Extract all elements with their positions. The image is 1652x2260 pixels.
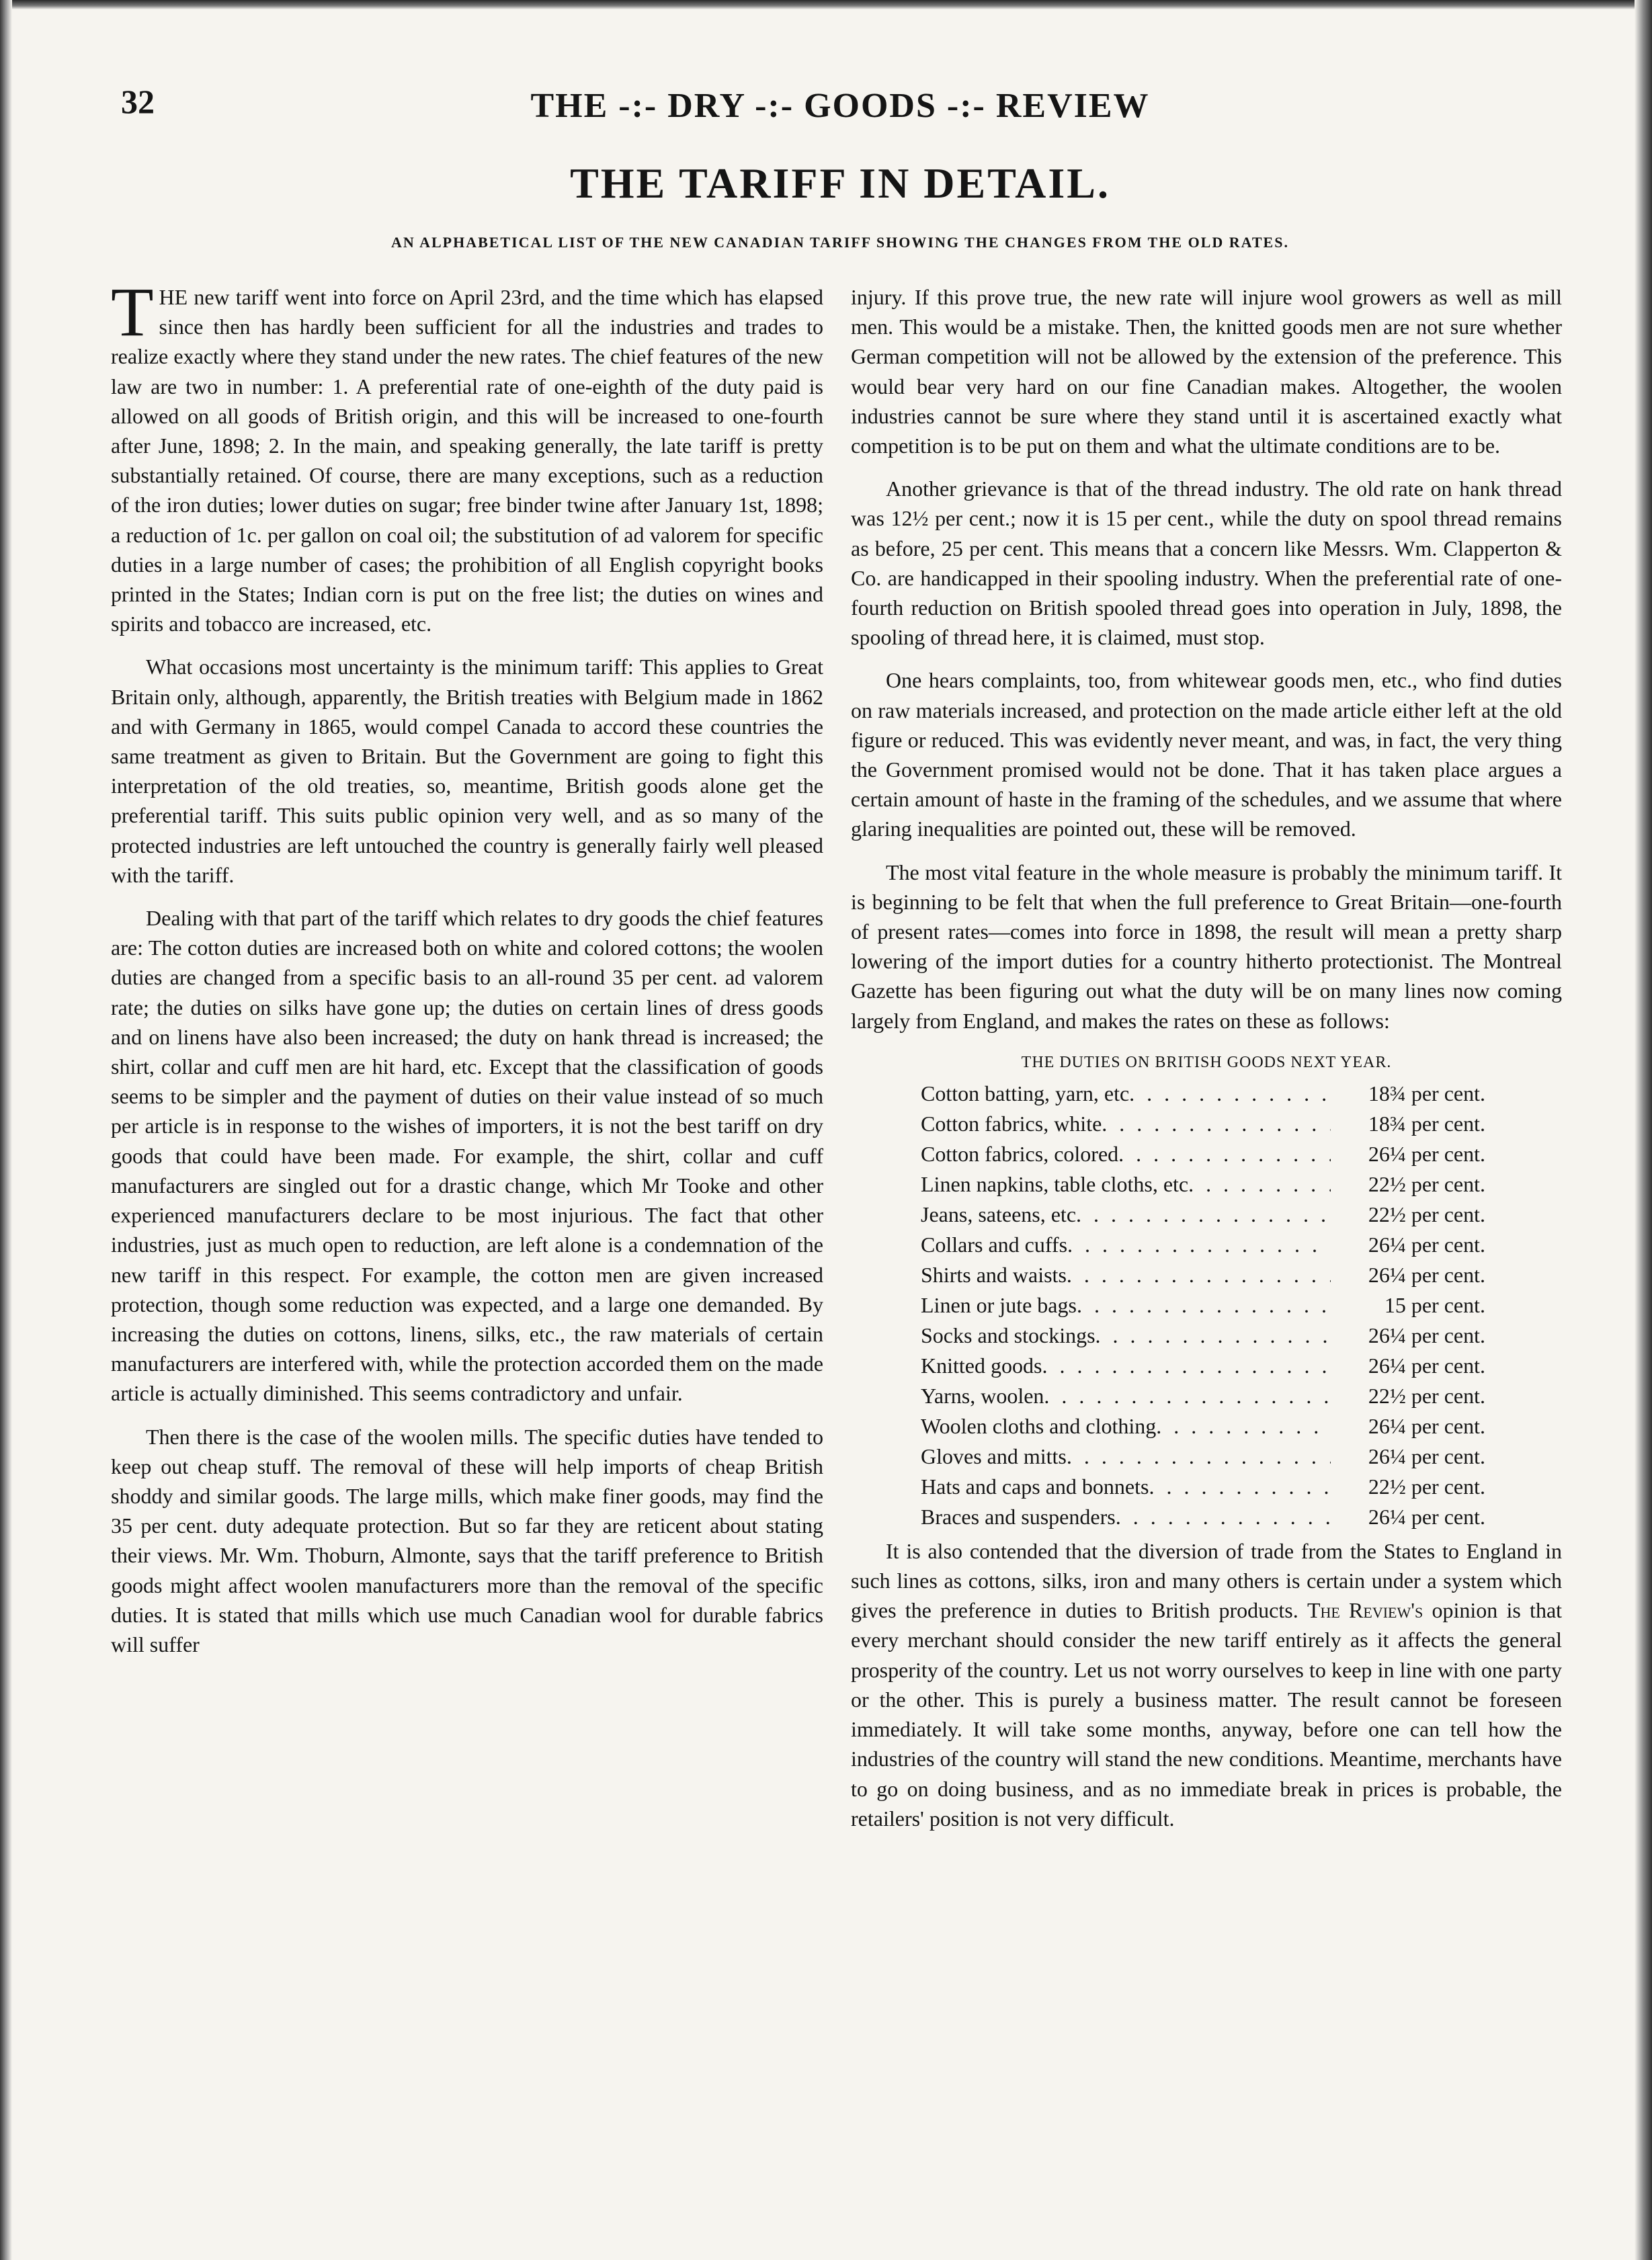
duty-item: Hats and caps and bonnets bbox=[921, 1474, 1149, 1499]
duty-rate: 26¼ per cent. bbox=[1368, 1413, 1485, 1438]
duty-item: Jeans, sateens, etc bbox=[921, 1202, 1077, 1226]
duty-row bbox=[921, 1230, 1485, 1260]
duty-item: Linen napkins, table cloths, etc bbox=[921, 1171, 1189, 1196]
paragraph: Then there is the case of the woolen mills. The specific duties have tended to keep out cheap stuff. The removal of these will help imports of cheap British shoddy and similar goods. The large mills, which make finer goods, may find the 35 per cent. duty adequate protection. But so far they are reticent about stating their views. Mr. Wm. Thoburn, Almonte, says that the tariff preference to British goods might affect woolen manufacturers more than the removal of the specific duties. It is stated that mills which use much Canadian wool for durable fabrics will suffer bbox=[111, 1424, 823, 1657]
paragraph: What occasions most uncertainty is the minimum tariff: This applies to Great Britain only, although, apparently, the British treaties with Belgium made in 1862 and with Germany in 1865, would compel Canada to accord these countries the same treatment as given to Britain. But the Government are going to fight this interpretation of the old treaties, so, meantime, British goods alone get the preferential tariff. This suits public opinion very well, and as so many of the protected industries are left untouched the country is generally fairly well pleased with the tariff. bbox=[111, 655, 823, 887]
paragraph: injury. If this prove true, the new rate will injure wool growers as well as mill men. This would be a mistake. Then, the knitted goods men are not sure whether German competition will not be allowed by the extension of the preference. This would bear very hard on our fine Canadian makes. Altogether, the woolen industries cannot be sure where they stand until it is ascertained exactly what competition is to be put on them and what the ultimate conditions are to be. bbox=[851, 285, 1562, 458]
page-number: 32 bbox=[121, 83, 155, 120]
duty-rate: 26¼ per cent. bbox=[1368, 1141, 1485, 1166]
dot-leader bbox=[1156, 1411, 1331, 1441]
duty-row bbox=[921, 1079, 1485, 1109]
dot-leader bbox=[1096, 1321, 1331, 1350]
duty-item: Cotton fabrics, white bbox=[921, 1111, 1102, 1136]
paragraph: Dealing with that part of the tariff which relates to dry goods the chief features are: The cotton duties are increased both on white and colored cottons; the woolen duties are changed from a specific basis to an all-round 35 per cent. ad valorem rate; the duties on silks have gone up; the duties on certain lines of dress goods and on linens have also been increased; the duty on hank thread is increased; the shirt, collar and cuff men are hit hard, etc. Except that the classification of goods seems to be simpler and the payment of duties on their value instead of so much per article is in response to the wishes of importers, it is not the best tariff on dry goods that could have been made. For example, the shirt, collar and cuff manufacturers are singled out for a drastic change, which Mr Tooke and other experienced manufacturers declare to be most injurious. The fact that other industries, just as much open to reduction, are left alone is a condemnation of the new tariff in this respect. For example, the cotton men are given increased protection, though some reduction was expected, and a large one demanded. By increasing the duties on cottons, linens, silks, etc., the raw materials of certain manufacturers are interfered with, while the protection accorded them on the made article is actually diminished. This seems contradictory and unfair. bbox=[111, 906, 823, 1406]
dot-leader bbox=[1118, 1139, 1331, 1169]
duty-item: Cotton fabrics, colored bbox=[921, 1141, 1119, 1166]
duty-rate: 22½ per cent. bbox=[1368, 1171, 1485, 1196]
duty-rate: 26¼ per cent. bbox=[1368, 1443, 1485, 1468]
dot-leader bbox=[1102, 1109, 1331, 1138]
duty-row bbox=[921, 1169, 1485, 1200]
paragraph: Another grievance is that of the thread industry. The old rate on hank thread was 12½ per cent.; now it is 15 per cent., while the duty on spool thread remains as before, 25 per cent. This means that a concern like Messrs. Wm. Clapperton & Co. are handicapped in their spooling industry. When the preferential rate of one-fourth reduction on British spooled thread goes into operation in July, 1898, the spooling of thread here, it is claimed, must stop. bbox=[851, 476, 1562, 650]
duty-row bbox=[921, 1502, 1485, 1532]
dot-leader bbox=[1067, 1230, 1331, 1259]
article-title: THE TARIFF IN DETAIL. bbox=[570, 159, 1110, 207]
duty-row bbox=[921, 1411, 1485, 1441]
article-subtitle: AN ALPHABETICAL LIST OF THE NEW CANADIAN TARIFF SHOWING THE CHANGES FROM THE OLD RATES. bbox=[391, 234, 1289, 251]
duty-rate: 22½ per cent. bbox=[1368, 1383, 1485, 1408]
duty-rate: 22½ per cent. bbox=[1368, 1474, 1485, 1499]
duty-rate: 15 per cent. bbox=[1384, 1292, 1485, 1317]
duty-rate: 26¼ per cent. bbox=[1368, 1262, 1485, 1287]
dot-leader bbox=[1129, 1079, 1331, 1108]
review-name: The Review's bbox=[1307, 1598, 1423, 1623]
left-column bbox=[111, 274, 823, 1673]
duty-row bbox=[921, 1109, 1485, 1139]
duty-row bbox=[921, 1381, 1485, 1411]
scan-edge-left bbox=[0, 0, 12, 2260]
masthead: THE -:- DRY -:- GOODS -:- REVIEW bbox=[530, 87, 1150, 125]
duty-row bbox=[921, 1290, 1485, 1321]
scan-edge-right bbox=[1635, 0, 1652, 2260]
dot-leader bbox=[1067, 1260, 1331, 1290]
duty-row bbox=[921, 1200, 1485, 1230]
duty-row bbox=[921, 1472, 1485, 1502]
duties-table bbox=[851, 1049, 1562, 1532]
duty-row bbox=[921, 1441, 1485, 1472]
dot-leader bbox=[1076, 1200, 1331, 1229]
dot-leader bbox=[1067, 1441, 1331, 1471]
duties-heading: THE DUTIES ON BRITISH GOODS NEXT YEAR. bbox=[1021, 1053, 1392, 1071]
duty-item: Gloves and mitts bbox=[921, 1443, 1067, 1468]
paragraph: THE new tariff went into force on April 23rd, and the time which has elapsed since then has hardly been sufficient for all the industries and trades to realize exactly where they stand under the new rates. The chief features of the new law are two in number: 1. A preferential rate of one-eighth of the duty paid is allowed on all goods of British origin, and this will be increased to one-fourth after June, 1898; 2. In the main, and speaking generally, the late tariff is pretty substantially retained. Of course, there are many exceptions, such as a reduction of the iron duties; lower duties on sugar; free binder twine after January 1st, 1898; a reduction of 1c. per gallon on coal oil; the substitution of ad valorem for specific duties in a large number of cases; the prohibition of all English copyright books printed in the States; Indian corn is put on the free list; the duties on wines and spirits and tobacco are increased, etc. bbox=[111, 274, 823, 636]
dot-leader bbox=[1077, 1290, 1331, 1320]
dot-leader bbox=[1044, 1381, 1331, 1411]
duty-item: Shirts and waists bbox=[921, 1262, 1067, 1287]
dot-leader bbox=[1149, 1472, 1331, 1501]
duty-item: Socks and stockings bbox=[921, 1323, 1096, 1347]
duty-item: Woolen cloths and clothing bbox=[921, 1413, 1157, 1438]
dot-leader bbox=[1042, 1351, 1331, 1380]
duty-rate: 18¾ per cent. bbox=[1368, 1111, 1485, 1136]
dot-leader bbox=[1188, 1169, 1331, 1199]
duty-rate: 18¾ per cent. bbox=[1368, 1081, 1485, 1105]
right-column bbox=[851, 282, 1562, 1847]
duty-rate: 26¼ per cent. bbox=[1368, 1323, 1485, 1347]
duty-item: Yarns, woolen bbox=[921, 1383, 1044, 1408]
duty-row bbox=[921, 1139, 1485, 1169]
duty-item: Knitted goods bbox=[921, 1353, 1042, 1378]
paragraph: One hears complaints, too, from whitewear goods men, etc., who find duties on raw materials increased, and protection on the made article either left at the old figure or reduced. This was evidently never meant, and was, in fact, the very thing the Government promised would not be done. That it has taken place argues a certain amount of haste in the framing of the schedules, and we assume that where glaring inequalities are pointed out, these will be removed. bbox=[851, 668, 1562, 841]
duty-row bbox=[921, 1321, 1485, 1351]
duty-rate: 26¼ per cent. bbox=[1368, 1353, 1485, 1378]
paragraph: It is also contended that the diversion of trade from the States to England in such lines as cottons, silks, iron and many others is certain under a system which gives the preference in duties to British products. The Review's opinion is that every merchant should consider the new tariff entirely as it affects the general prosperity of the country. Let us not worry ourselves to keep in line with one party or the other. This is purely a business matter. The result cannot be foreseen immediately. It will take some months, anyway, before one can tell how the industries of the country will stand the new conditions. Meantime, merchants have to go on doing business, and as no immediate break in prices is probable, the retailers' position is not very difficult. bbox=[851, 1538, 1563, 1831]
scan-edge-top bbox=[0, 0, 1652, 9]
duty-row bbox=[921, 1260, 1485, 1290]
duty-item: Braces and suspenders bbox=[921, 1504, 1116, 1529]
duty-rate: 22½ per cent. bbox=[1368, 1202, 1485, 1226]
dot-leader bbox=[1116, 1502, 1331, 1532]
duty-item: Linen or jute bags bbox=[921, 1292, 1077, 1317]
duty-rate: 26¼ per cent. bbox=[1368, 1504, 1485, 1529]
duty-item: Collars and cuffs bbox=[921, 1232, 1068, 1257]
duty-row bbox=[921, 1351, 1485, 1381]
drop-cap: T bbox=[111, 274, 154, 351]
paragraph: The most vital feature in the whole measure is probably the minimum tariff. It is beginning to be felt that when the full preference to Great Britain—one-fourth of present rates—comes into force in 1898, the result will mean a pretty sharp lowering of the import duties for a country hitherto protectionist. The Montreal Gazette has been figuring out what the duty will be on many lines now coming largely from England, and makes the rates on these as follows: bbox=[851, 860, 1562, 1033]
duty-rate: 26¼ per cent. bbox=[1368, 1232, 1485, 1257]
duty-item: Cotton batting, yarn, etc bbox=[921, 1081, 1130, 1105]
